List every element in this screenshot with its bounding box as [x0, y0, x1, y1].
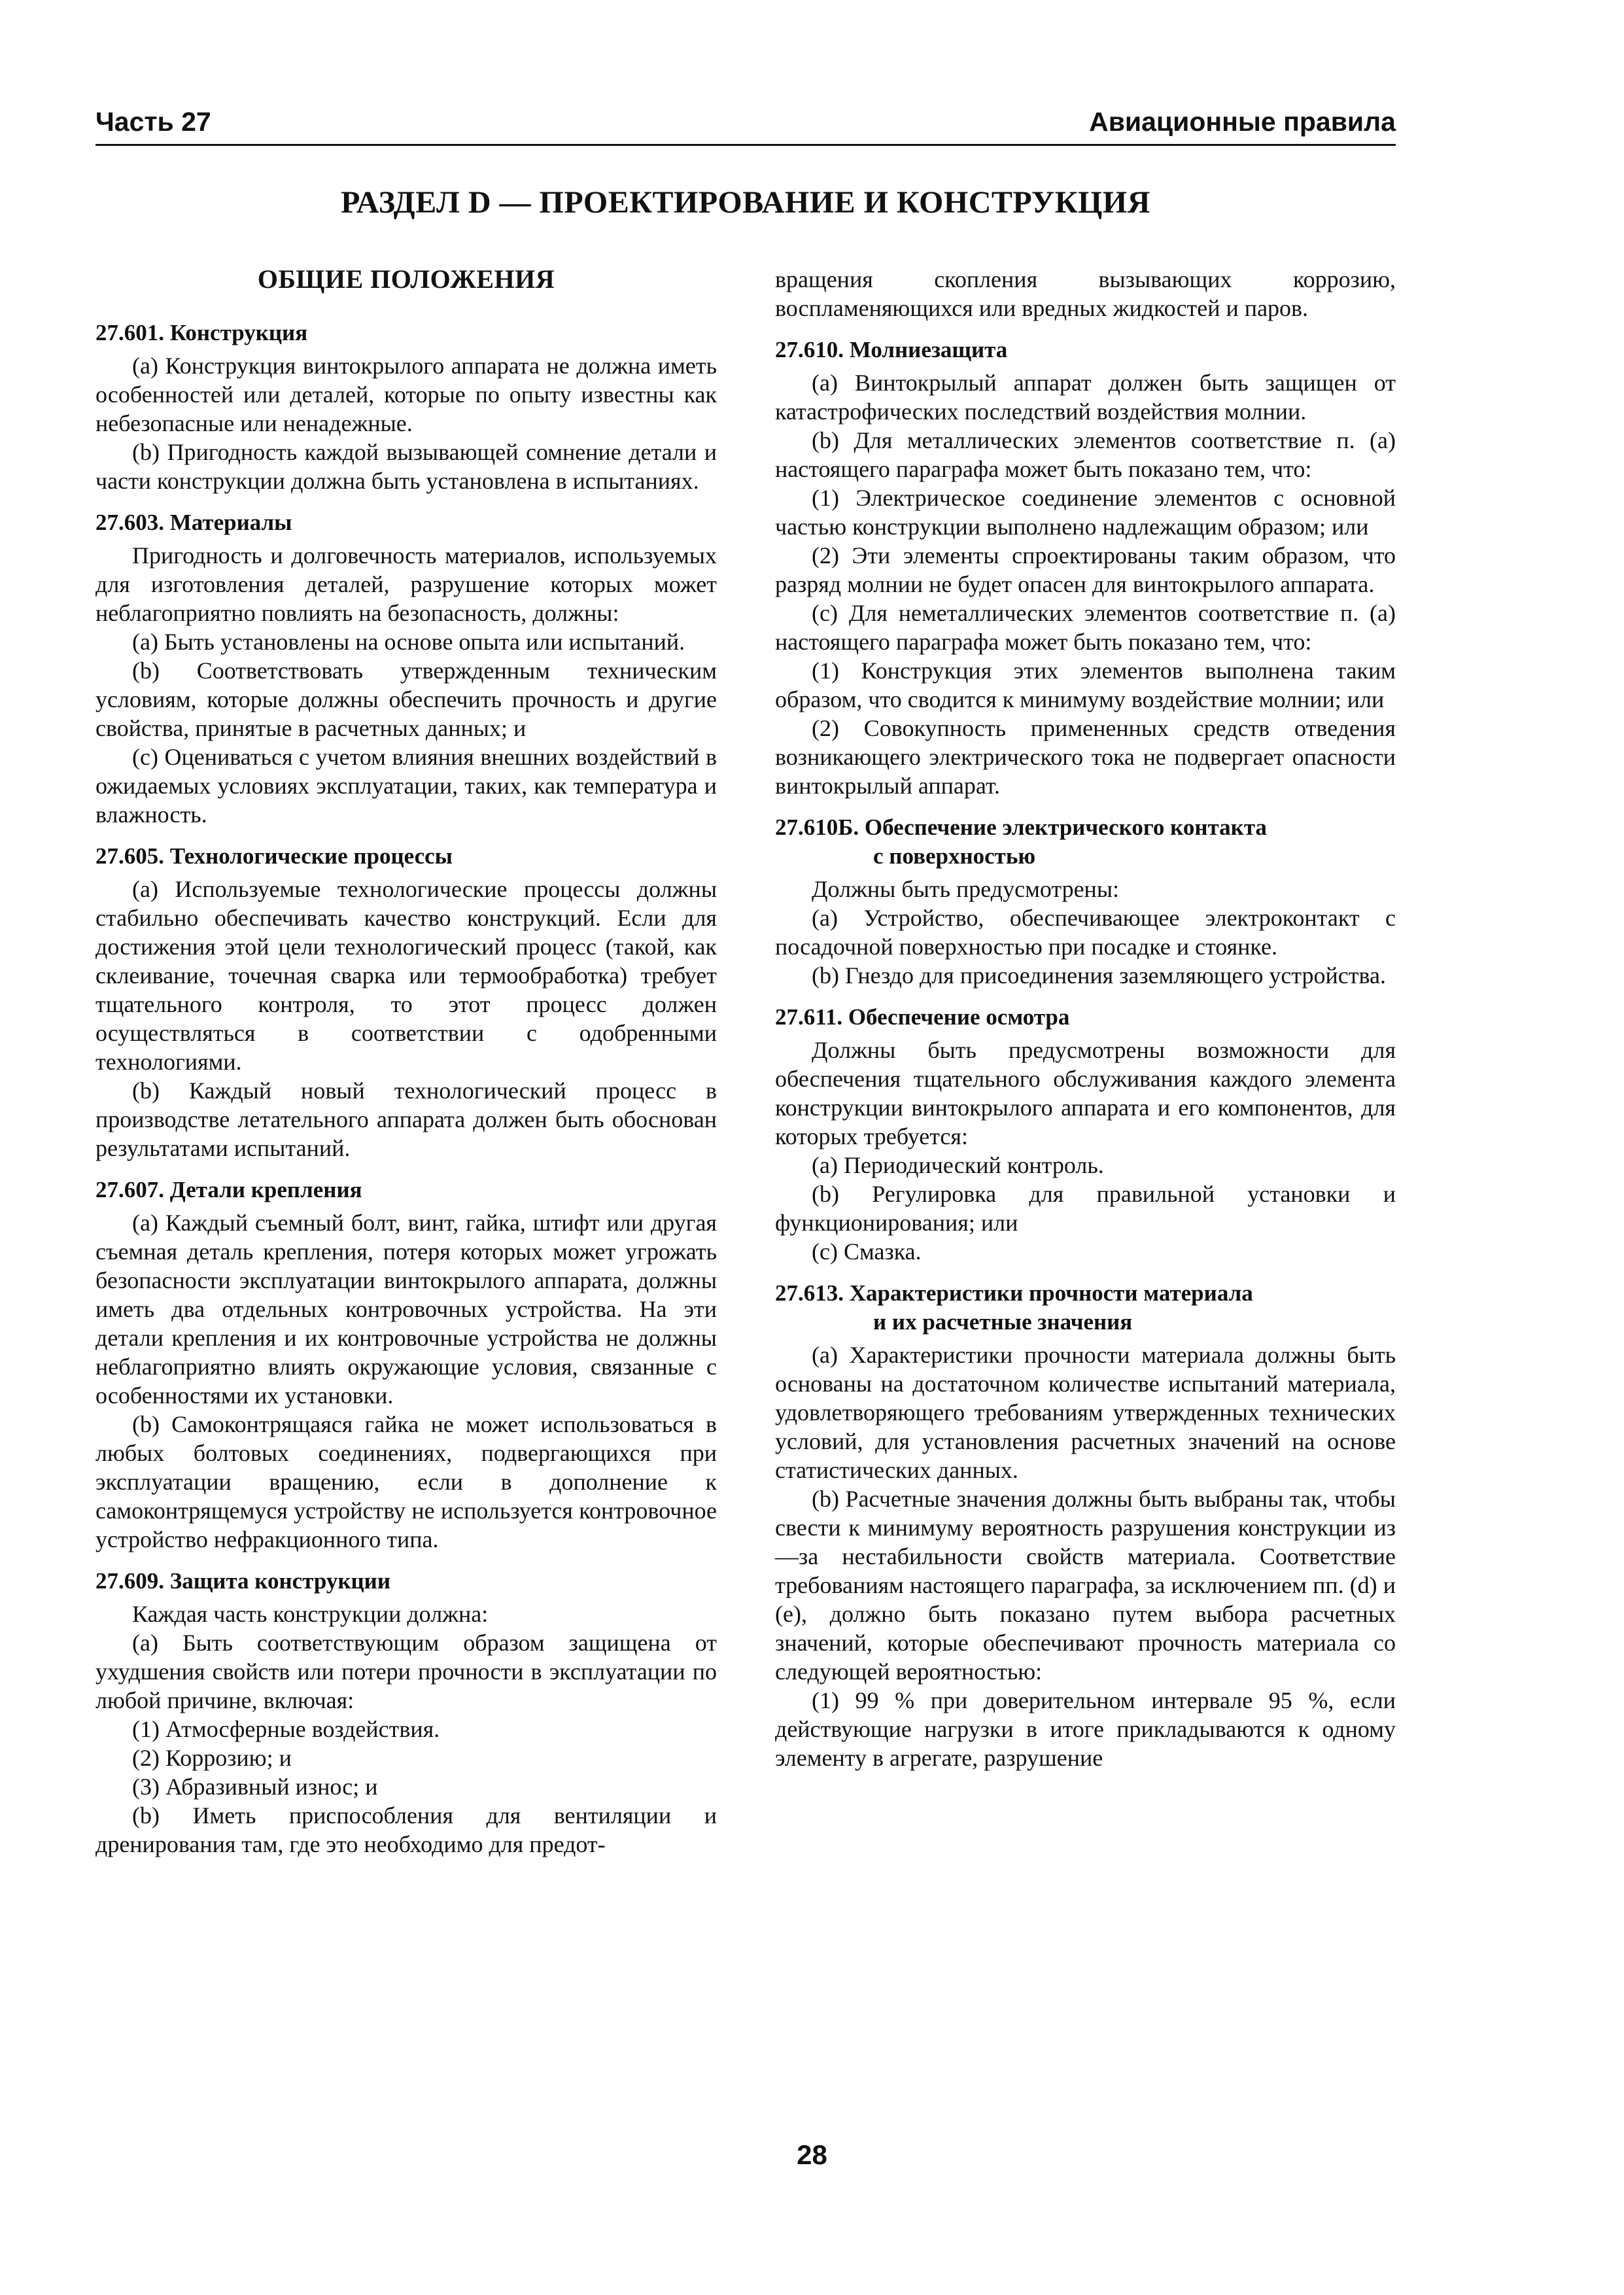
paragraph-27-611-a: (a) Периодический контроль. [812, 1152, 1104, 1178]
paragraph-27-609-b-continued: вращения скопления вызывающих коррозию, воспламеняющихся или вредных жидкостей и паров. [775, 266, 1396, 321]
paragraph-27-609-intro: Каждая часть конструкции должна: [132, 1601, 489, 1627]
paragraph-27-610b-title [775, 813, 1396, 871]
paragraph-27-610-b: (b) Для металлических элементов соответствие п. (a) настоящего параграфа может быть показано тем, что: [775, 427, 1396, 482]
paragraph-27-609-a: (a) Быть соответствующим образом защищена от ухудшения свойств или потери прочности в эксплуатации по любой причине, включая: [95, 1630, 717, 1713]
paragraph-27-607-b: (b) Самоконтрящаяся гайка не может использоваться в любых болтовых соединениях, подвергающихся при эксплуатации вращению, если в дополнение к самоконтрящемуся устройству не используется контровочное устройство нефракционного типа. [95, 1411, 717, 1552]
paragraph-27-610b-title-line1: 27.610Б. Обеспечение электрического контакта [775, 815, 1267, 840]
paragraph-27-610-c1: (1) Конструкция этих элементов выполнена таким образом, что сводится к минимуму воздействие молнии; или [775, 657, 1396, 712]
paragraph-27-601-a: (a) Конструкция винтокрылого аппарата не должна иметь особенностей или деталей, которые по опыту известны как небезопасные или ненадежные. [95, 353, 717, 436]
paragraph-27-607-a: (a) Каждый съемный болт, винт, гайка, штифт или другая съемная деталь крепления, потеря которых может угрожать безопасности эксплуатации винтокрылого аппарата, должны иметь два отдельных контровочных устройства. На эти детали крепления и их контровочные устройства не должны неблагоприятно влиять окружающие условия, связанные с особенностями их установки. [95, 1210, 717, 1409]
paragraph-27-605-b: (b) Каждый новый технологический процесс в производстве летательного аппарата должен быть обоснован результатами испытаний. [95, 1077, 717, 1161]
paragraph-27-613-b1: (1) 99 % при доверительном интервале 95 %, если действующие нагрузки в итоге прикладываются к одному элементу в агрегате, разрушение [775, 1687, 1396, 1771]
paragraph-27-611-c: (c) Смазка. [812, 1238, 922, 1265]
paragraph-27-610-b1: (1) Электрическое соединение элементов с основной частью конструкции выполнено надлежащим образом; или [775, 485, 1396, 540]
paragraph-27-610b-title-line2: с поверхностью [873, 843, 1036, 869]
paragraph-27-603-b: (b) Соответствовать утвержденным техническим условиям, которые должны обеспечить прочность и другие свойства, принятые в расчетных данных; и [95, 657, 717, 741]
paragraph-27-611-intro: Должны быть предусмотрены возможности для обеспечения тщательного обслуживания каждого элемента конструкции винтокрылого аппарата и его компонентов, для которых требуется: [775, 1037, 1396, 1149]
paragraph-27-609-a3: (3) Абразивный износ; и [132, 1774, 378, 1800]
paragraph-27-610b-a: (a) Устройство, обеспечивающее электроконтакт с посадочной поверхностью при посадке и стоянке. [775, 905, 1396, 960]
paragraph-27-613-title-line1: 27.613. Характеристики прочности материала [775, 1280, 1253, 1306]
paragraph-27-605-a: (a) Используемые технологические процессы должны стабильно обеспечивать качество конструкций. Если для достижения этой цели технологический процесс (такой, как склеивание, точечная сварка или термообработка) требует тщательного контроля, то этот процесс должен осуществляться в соответствии с одобренными технологиями. [95, 876, 717, 1075]
paragraph-27-601-b: (b) Пригодность каждой вызывающей сомнение детали и части конструкции должна быть установлена в испытаниях. [95, 439, 717, 494]
paragraph-27-613-a: (a) Характеристики прочности материала должны быть основаны на достаточном количестве испытаний материала, удовлетворяющего требованиям утвержденных технических условий, для установления расчетных значений на основе статистических данных. [775, 1342, 1396, 1483]
running-header [95, 98, 1396, 146]
paragraph-27-610-c2: (2) Совокупность примененных средств отведения возникающего электрического тока не подвергает опасности винтокрылый аппарат. [775, 715, 1396, 799]
right-column [775, 265, 1396, 1772]
paragraph-27-611-b: (b) Регулировка для правильной установки и функционирования; или [775, 1181, 1396, 1236]
paragraph-27-605-title: 27.605. Технологические процессы [95, 843, 453, 869]
paragraph-27-603-a: (a) Быть установлены на основе опыта или испытаний. [132, 629, 685, 655]
paragraph-27-610-title: 27.610. Молниезащита [775, 337, 1008, 362]
paragraph-27-613-title-line2: и их расчетные значения [873, 1309, 1133, 1335]
paragraph-27-609-title: 27.609. Защита конструкции [95, 1568, 391, 1594]
paragraph-27-601-title: 27.601. Конструкция [95, 320, 308, 345]
header-part: Часть 27 [95, 107, 211, 137]
paragraph-27-603-intro: Пригодность и долговечность материалов, используемых для изготовления деталей, разрушение которых может неблагоприятно повлиять на безопасность, должны: [95, 542, 717, 626]
paragraph-27-610-b2: (2) Эти элементы спроектированы таким образом, что разряд молнии не будет опасен для винтокрылого аппарата. [775, 542, 1396, 597]
paragraph-27-613-b: (b) Расчетные значения должны быть выбраны так, чтобы свести к минимуму вероятность разрушения конструкции из—за нестабильности свойств материала. Соответствие требованиям настоящего параграфа, за исключением пп. (d) и (e), должно быть показано путем выбора расчетных значений, которые обеспечивают прочность материала со следующей вероятностью: [775, 1486, 1396, 1685]
page-number: 28 [797, 2139, 827, 2170]
paragraph-27-613-title [775, 1279, 1396, 1337]
paragraph-27-609-b: (b) Иметь приспособления для вентиляции и дренирования там, где это необходимо для предот- [95, 1802, 717, 1857]
paragraph-27-610-a: (a) Винтокрылый аппарат должен быть защищен от катастрофических последствий воздействия молнии. [775, 370, 1396, 425]
paragraph-27-611-title: 27.611. Обеспечение осмотра [775, 1004, 1070, 1030]
left-column [95, 265, 717, 1859]
paragraph-27-603-c: (c) Оцениваться с учетом влияния внешних воздействий в ожидаемых условиях эксплуатации, таких, как температура и влажность. [95, 744, 717, 828]
paragraph-27-610b-b: (b) Гнездо для присоединения заземляющего устройства. [812, 962, 1386, 989]
subsection-heading: ОБЩИЕ ПОЛОЖЕНИЯ [257, 264, 555, 294]
paragraph-27-609-a1: (1) Атмосферные воздействия. [132, 1716, 440, 1742]
paragraph-27-610-c: (c) Для неметаллических элементов соответствие п. (a) настоящего параграфа может быть показано тем, что: [775, 600, 1396, 655]
paragraph-27-607-title: 27.607. Детали крепления [95, 1177, 362, 1202]
section-title: РАЗДЕЛ D — ПРОЕКТИРОВАНИЕ И КОНСТРУКЦИЯ [341, 185, 1150, 220]
paragraph-27-609-a2: (2) Коррозию; и [132, 1745, 292, 1771]
paragraph-27-603-title: 27.603. Материалы [95, 510, 292, 535]
header-book-title: Авиационные правила [1089, 107, 1396, 137]
paragraph-27-610b-intro: Должны быть предусмотрены: [812, 876, 1120, 902]
